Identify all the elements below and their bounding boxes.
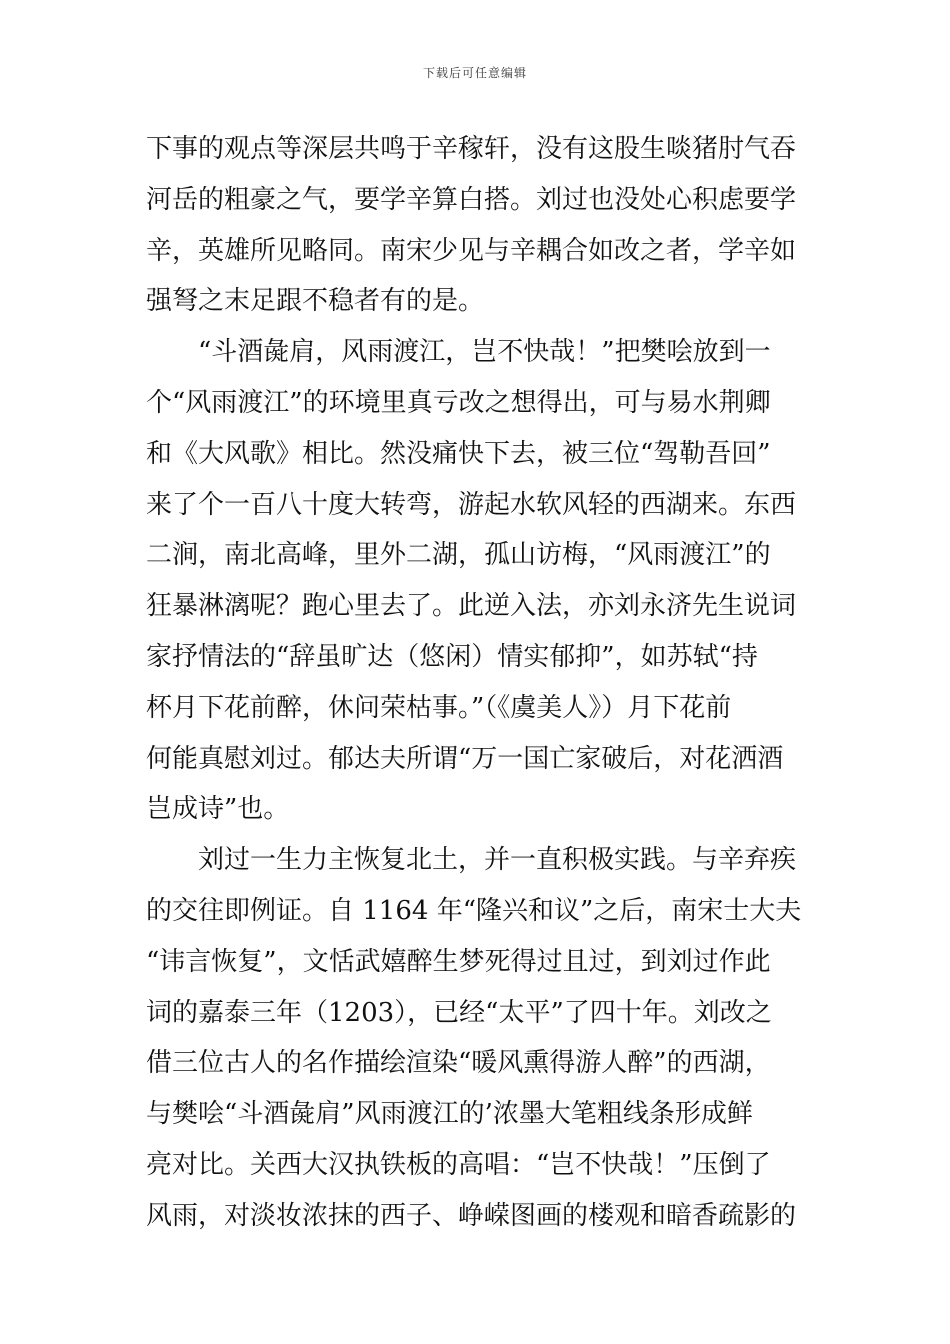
- text-line: “斗酒彘肩，风雨渡江，岂不快哉！”把樊哙放到一: [146, 337, 771, 368]
- text-line: 强弩之末足跟不稳者有的是。: [146, 286, 485, 317]
- text-line: 下事的观点等深层共鸣于辛稼轩，没有这股生啖猪肘气吞: [146, 134, 797, 164]
- text-line: 风雨，对淡妆浓抹的西子、峥嵘图画的楼观和暗香疏影的: [146, 1200, 797, 1231]
- text-line: “讳言恢复”，文恬武嬉醉生梦死得过且过，到刘过作此: [146, 946, 771, 977]
- text-line: 和《大风歌》相比。然没痛快下去，被三位“驾勒吾回”: [146, 438, 771, 469]
- text-line: 借三位古人的名作描绘渲染“暖风熏得游人醉”的西湖，: [146, 1048, 771, 1079]
- text-line: 亮对比。关西大汉执铁板的高唱：“岂不快哉！”压倒了: [146, 1149, 771, 1180]
- text-line: 与樊哙“斗酒彘肩”风雨渡江的’浓墨大笔粗线条形成鲜: [146, 1099, 753, 1130]
- paragraph-3: [146, 835, 811, 1241]
- text-line: 来了个一百八十度大转弯，游起水软风轻的西湖来。东西: [146, 489, 797, 520]
- text-line: 的交往即例证。自 1164 年“隆兴和议”之后，南宋士大夫: [146, 895, 802, 926]
- text-line: 个“风雨渡江”的环境里真亏改之想得出，可与易水荆卿: [146, 387, 771, 418]
- text-line: 辛，英雄所见略同。南宋少见与辛耦合如改之者，学辛如: [146, 235, 797, 266]
- text-line: 二涧，南北高峰，里外二湖，孤山访梅，“风雨渡江”的: [146, 540, 771, 571]
- text-line: 何能真慰刘过。郁达夫所谓“万一国亡家破后，对花洒酒: [146, 743, 784, 774]
- text-line: 刘过一生力主恢复北土，并一直积极实践。与辛弃疾: [146, 845, 797, 876]
- paragraph-2: [146, 327, 811, 835]
- text-line: 河岳的粗豪之气，要学辛算白搭。刘过也没处心积虑要学: [146, 184, 797, 215]
- page-header: 下载后可任意编辑: [422, 66, 527, 80]
- text-line: 家抒情法的“辞虽旷达（悠闲）情实郁抑”，如苏轼“持: [146, 641, 758, 672]
- text-line: 杯月下花前醉，休问荣枯事。”（《虞美人》）月下花前: [146, 692, 732, 723]
- text-line: 狂暴淋漓呢？跑心里去了。此逆入法，亦刘永济先生说词: [146, 591, 797, 622]
- paragraph-1: [146, 124, 811, 327]
- text-line: 岂成诗”也。: [146, 794, 290, 825]
- text-line: 词的嘉泰三年（1203），已经“太平”了四十年。刘改之: [146, 997, 772, 1028]
- document-body: [146, 124, 811, 1242]
